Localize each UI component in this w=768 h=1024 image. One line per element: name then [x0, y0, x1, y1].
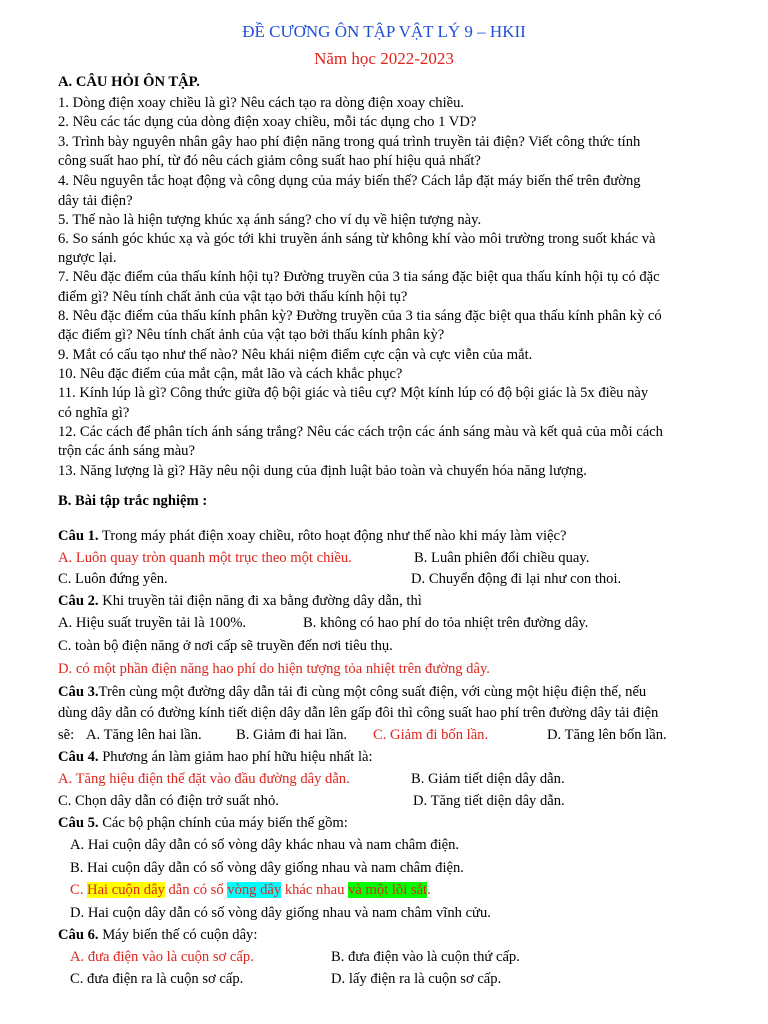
mcq-question — [58, 748, 373, 767]
question-text-line: dùng dây dẫn có đường kính tiết diện dây dẫn lên gấp đôi thì công suất hao phí trên đường dây tải điện — [58, 705, 659, 721]
answer-option-correct: D. có một phần điện năng hao phí do hiện tượng tỏa nhiệt trên đường dây. — [58, 661, 490, 677]
answer-option: C. Luôn đứng yên. — [58, 571, 168, 587]
question-line: 1. Dòng điện xoay chiều là gì? Nêu cách tạo ra dòng điện xoay chiều. — [58, 95, 465, 111]
document-title: ĐỀ CƯƠNG ÔN TẬP VẬT LÝ 9 – HKII — [242, 22, 526, 41]
question-label: Câu 6. — [58, 927, 99, 943]
answer-option: C. đưa điện ra là cuộn sơ cấp. — [70, 971, 244, 987]
mcq-question — [58, 683, 646, 702]
answer-option: B. Hai cuộn dây dẫn có số vòng dây giống nhau và nam châm điện. — [70, 860, 464, 876]
question-line: 2. Nêu các tác dụng của dòng điện xoay chiều, mỗi tác dụng cho 1 VD? — [58, 114, 477, 130]
question-line: 8. Nêu đặc điểm của thấu kính phân kỳ? Đường truyền của 3 tia sáng đặc biệt qua thấu kính phân kỳ có — [58, 308, 662, 324]
highlighted-text: vòng dây — [227, 882, 282, 898]
option-text: . — [427, 882, 431, 898]
answer-option: C. toàn bộ điện năng ở nơi cấp sẽ truyền đến nơi tiêu thụ. — [58, 638, 393, 654]
answer-option: D. Chuyển động đi lại như con thoi. — [411, 571, 622, 587]
answer-option-correct: A. Luôn quay tròn quanh một trục theo một chiều. — [58, 550, 352, 566]
question-line: 7. Nêu đặc điểm của thấu kính hội tụ? Đường truyền của 3 tia sáng đặc biệt qua thấu kính hội tụ có đặc — [58, 269, 660, 285]
question-text: Phương án làm giảm hao phí hữu hiệu nhất là: — [98, 749, 373, 765]
answer-option-correct — [70, 881, 431, 900]
answer-option-correct: C. Giảm đi bốn lần. — [373, 727, 489, 743]
highlighted-text: Hai cuộn dây — [87, 882, 165, 898]
question-label: Câu 2. — [58, 593, 99, 609]
question-label: Câu 5. — [58, 815, 99, 831]
answer-option: B. đưa điện vào là cuộn thứ cấp. — [331, 949, 520, 965]
question-text: Máy biến thế có cuộn dây: — [98, 927, 258, 943]
option-text: khác nhau — [281, 882, 349, 898]
section-a-heading: A. CÂU HỎI ÔN TẬP. — [58, 74, 200, 90]
question-text: Các bộ phận chính của máy biến thế gồm: — [98, 815, 348, 831]
mcq-question — [58, 814, 348, 833]
answer-option: D. lấy điện ra là cuộn sơ cấp. — [331, 971, 502, 987]
answer-option: B. Giảm đi hai lần. — [236, 727, 348, 743]
question-line: 12. Các cách để phân tích ánh sáng trắng? Nêu các cách trộn các ánh sáng màu và kết quả của mỗi cách — [58, 424, 663, 440]
question-line: đặc điểm gì? Nêu tính chất ảnh của vật tạo bởi thấu kính phân kỳ? — [58, 327, 445, 343]
question-line: điểm gì? Nêu tính chất ảnh của vật tạo bởi thấu kính hội tụ? — [58, 289, 408, 305]
answer-option: D. Tăng lên bốn lần. — [547, 727, 667, 743]
question-text: Trong máy phát điện xoay chiều, rôto hoạt động như thế nào khi máy làm việc? — [98, 528, 567, 544]
answer-prefix: sẽ: — [58, 727, 75, 743]
question-line: 10. Nêu đặc điểm của mắt cận, mắt lão và cách khắc phục? — [58, 366, 403, 382]
question-line: 3. Trình bày nguyên nhân gây hao phí điện năng trong quá trình truyền tải điện? Viết công thức tính — [58, 134, 641, 150]
answer-option: B. Luân phiên đổi chiều quay. — [414, 550, 590, 566]
question-text: Khi truyền tải điện năng đi xa bằng đường dây dẫn, thì — [98, 593, 422, 609]
question-label: Câu 4. — [58, 749, 99, 765]
question-line: có nghĩa gì? — [58, 405, 130, 421]
answer-option: D. Hai cuộn dây dẫn có số vòng dây giống nhau và nam châm vĩnh cửu. — [70, 905, 491, 921]
highlighted-text: và một lõi sắt — [348, 882, 428, 898]
question-line: 13. Năng lượng là gì? Hãy nêu nội dung của định luật bảo toàn và chuyển hóa năng lượng. — [58, 463, 587, 479]
mcq-question — [58, 592, 422, 611]
document-subtitle: Năm học 2022-2023 — [314, 49, 454, 68]
answer-option: B. Giảm tiết diện dây dẫn. — [411, 771, 565, 787]
answer-option: D. Tăng tiết diện dây dẫn. — [413, 793, 565, 809]
question-line: 4. Nêu nguyên tắc hoạt động và công dụng của máy biến thế? Cách lắp đặt máy biến thế trên đường — [58, 173, 641, 189]
mcq-question — [58, 926, 257, 945]
answer-option: A. Hiệu suất truyền tải là 100%. — [58, 615, 247, 631]
question-line: công suất hao phí, từ đó nêu cách giảm công suất hao phí hiệu quả nhất? — [58, 153, 481, 169]
answer-option-correct: A. đưa điện vào là cuộn sơ cấp. — [70, 949, 254, 965]
answer-option: A. Hai cuộn dây dẫn có số vòng dây khác nhau và nam châm điện. — [70, 837, 460, 853]
question-line: 11. Kính lúp là gì? Công thức giữa độ bội giác và tiêu cự? Một kính lúp có độ bội giác là 5x điều này — [58, 385, 649, 401]
question-line: ngược lại. — [58, 250, 117, 266]
answer-option-correct: A. Tăng hiệu điện thế đặt vào đầu đường dây dẫn. — [58, 771, 350, 787]
question-line: 5. Thế nào là hiện tượng khúc xạ ánh sáng? cho ví dụ về hiện tượng này. — [58, 212, 482, 228]
answer-option: C. Chọn dây dẫn có điện trở suất nhỏ. — [58, 793, 279, 809]
question-text: Trên cùng một đường dây dẫn tải đi cùng một công suất điện, với cùng một hiệu điện thế, nếu — [98, 684, 647, 700]
question-line: trộn các ánh sáng màu? — [58, 443, 195, 459]
mcq-question — [58, 527, 566, 546]
option-letter: C. — [70, 882, 88, 898]
answer-option: A. Tăng lên hai lần. — [86, 727, 202, 743]
option-text: dẫn có số — [164, 882, 228, 898]
question-label: Câu 3. — [58, 684, 99, 700]
question-line: 6. So sánh góc khúc xạ và góc tới khi truyền ánh sáng từ không khí vào môi trường trong suốt khác và — [58, 231, 656, 247]
question-line: 9. Mắt có cấu tạo như thế nào? Nêu khái niệm điểm cực cận và cực viễn của mắt. — [58, 347, 533, 363]
question-label: Câu 1. — [58, 528, 99, 544]
section-b-heading: B. Bài tập trắc nghiệm : — [58, 493, 208, 509]
question-line: dây tải điện? — [58, 193, 133, 209]
answer-option: B. không có hao phí do tỏa nhiệt trên đường dây. — [303, 615, 589, 631]
